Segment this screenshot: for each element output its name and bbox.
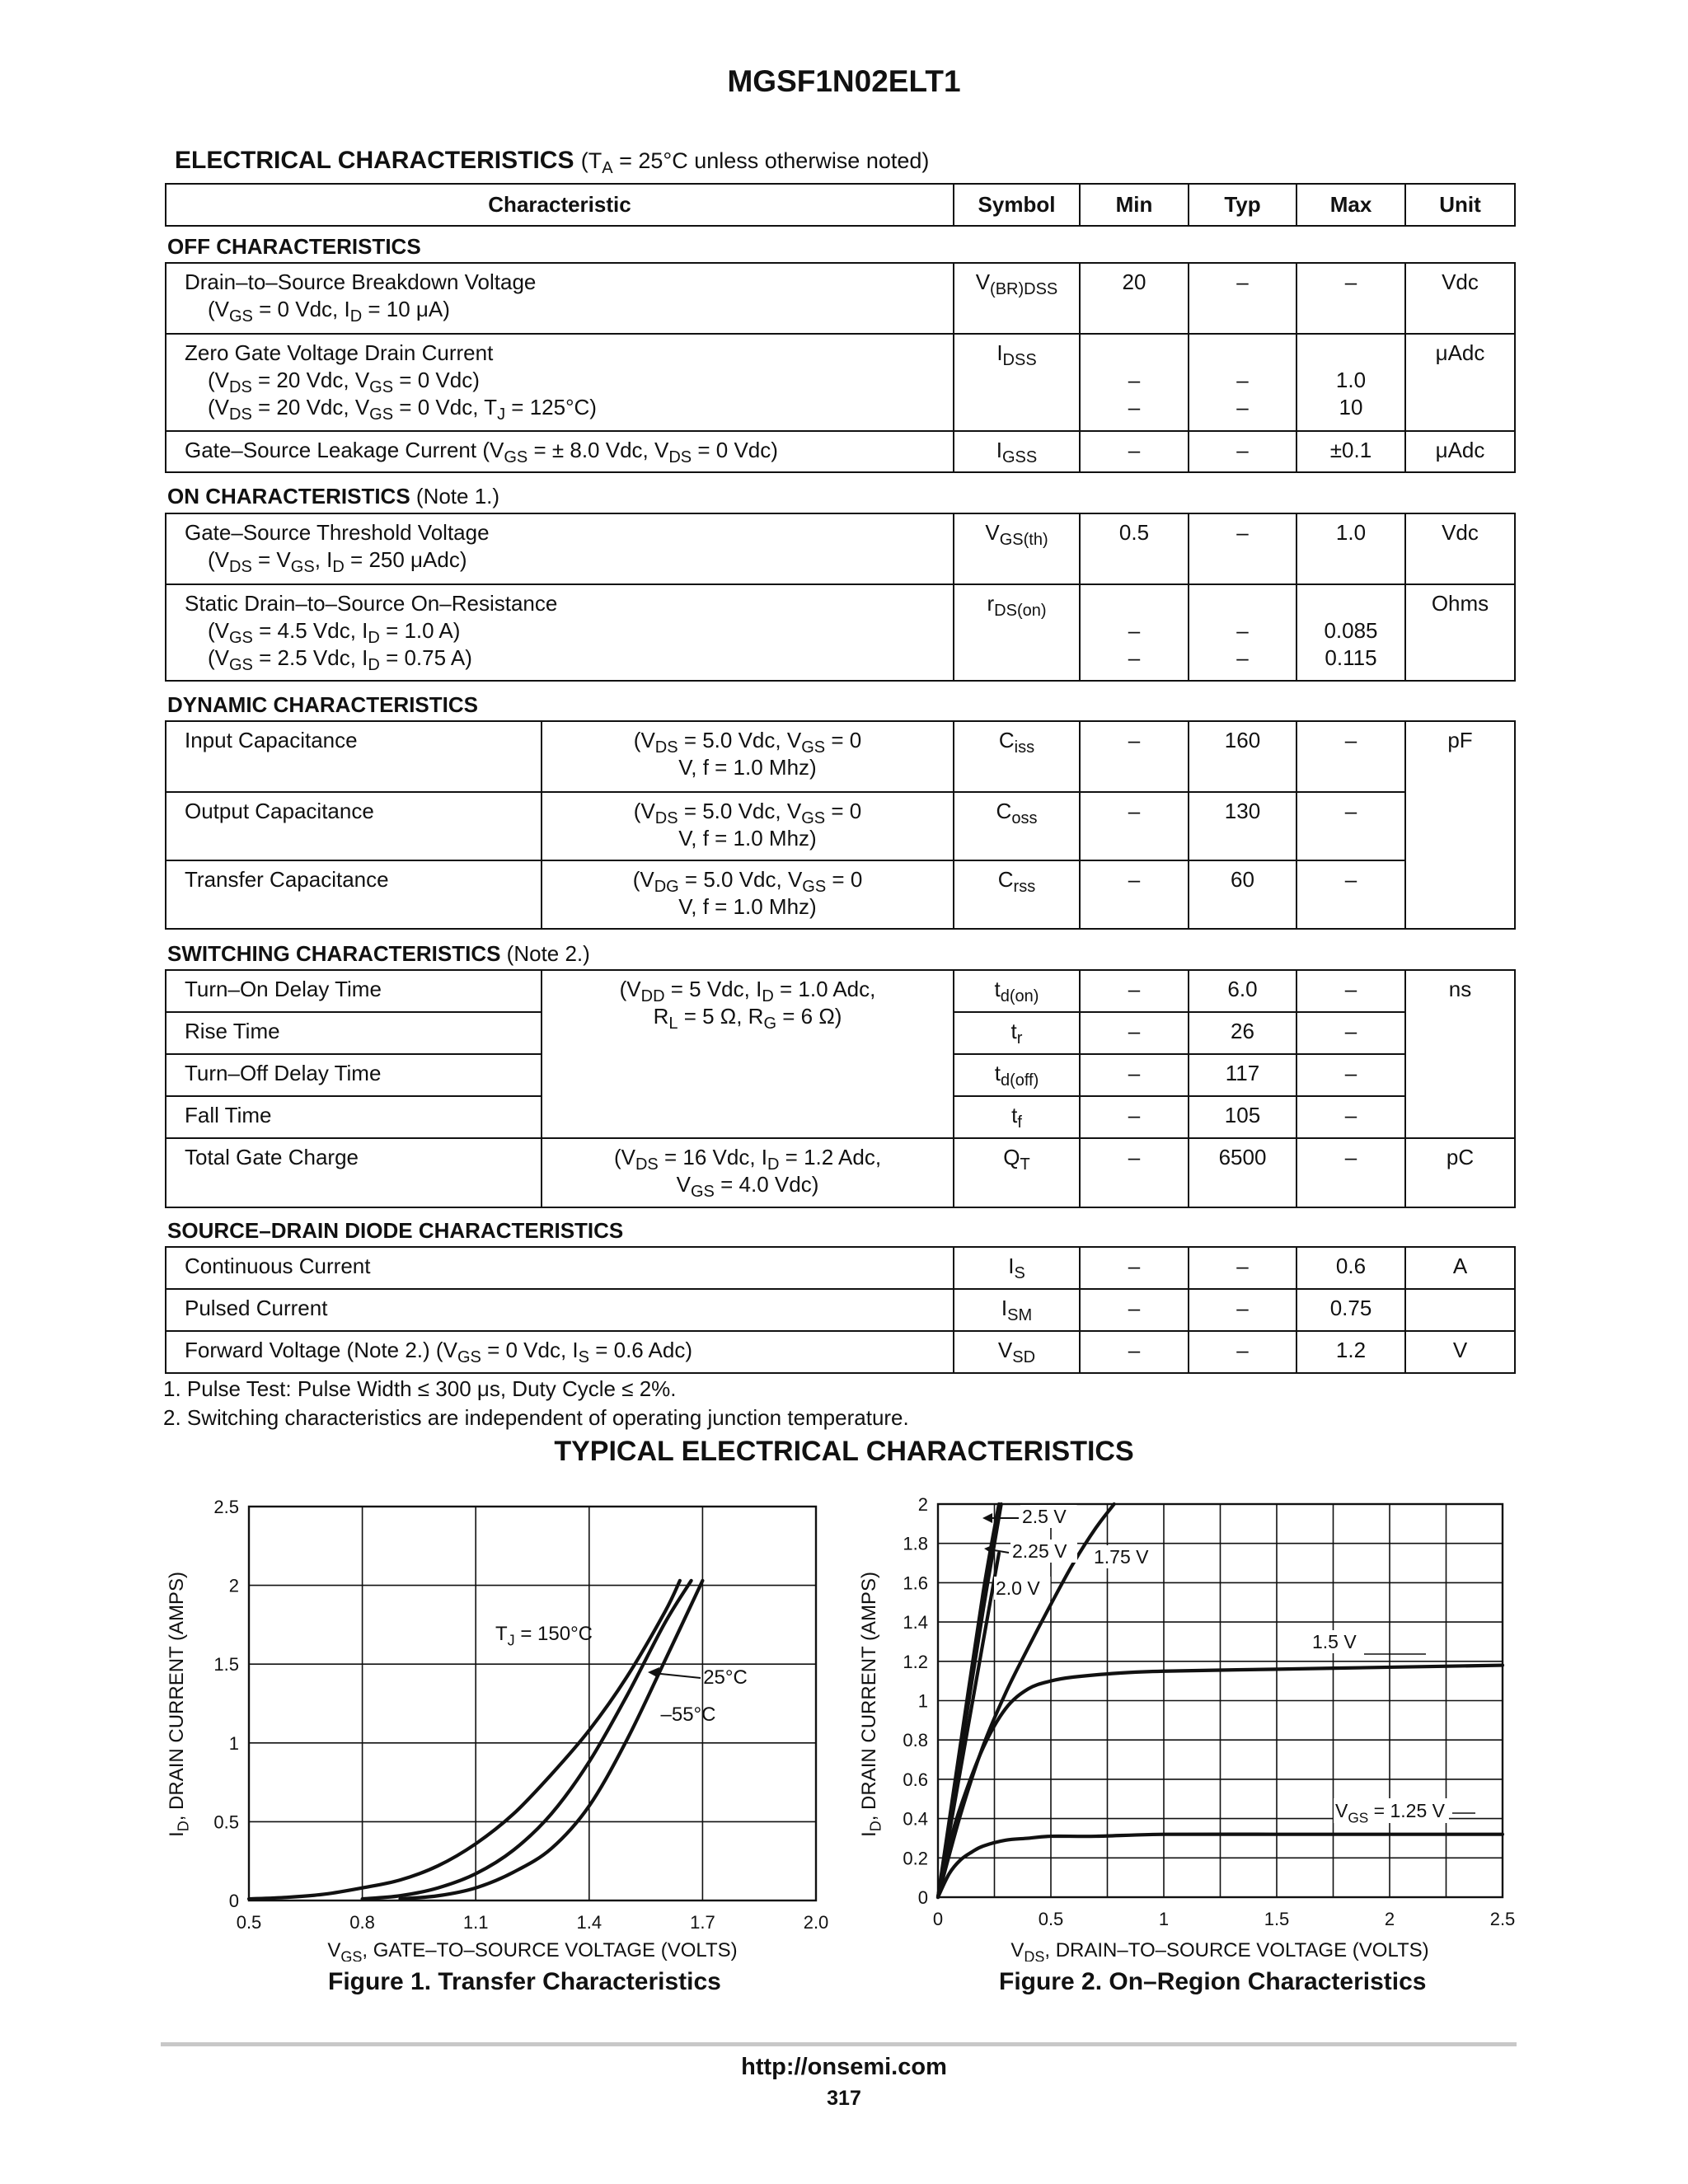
header-table (165, 183, 1516, 227)
table-row (166, 970, 1515, 1012)
unit-cell: ns (1405, 970, 1515, 1138)
characteristic-cell: Continuous Current (166, 1247, 954, 1289)
series-line (249, 1581, 680, 1899)
footer-divider (161, 2042, 1517, 2046)
figure-1-caption: Figure 1. Transfer Characteristics (328, 1968, 721, 1995)
series-label-150c: $T_J = 150^\circ C$ (495, 1623, 593, 1649)
symbol-cell: $I_S$ (954, 1247, 1080, 1289)
symbol-cell: $I_{SM}$ (954, 1289, 1080, 1331)
unit-cell: Ohms (1405, 584, 1515, 681)
table-row (166, 584, 1515, 681)
min-cell: – (1080, 1096, 1189, 1138)
max-cell: ±0.1 (1296, 431, 1405, 472)
min-cell: – (1080, 1054, 1189, 1096)
max-cell: 1.0 (1296, 513, 1405, 584)
characteristic-cell: Turn–On Delay Time (166, 970, 542, 1012)
min-cell: – (1080, 431, 1189, 472)
off-heading: OFF CHARACTERISTICS (167, 234, 421, 259)
x-tick-label: 0.8 (349, 1912, 375, 1933)
table-row (166, 860, 1515, 929)
col-unit: Unit (1405, 184, 1515, 226)
page-title: MGSF1N02ELT1 (727, 64, 961, 98)
characteristic-cell: Fall Time (166, 1096, 542, 1138)
condition-cell: ($V_{DS} = 5.0$ Vdc, $V_{GS} = 0$ V, f = 1.0 Mhz) (542, 792, 954, 860)
typ-cell: 26 (1189, 1012, 1296, 1054)
switching-heading: SWITCHING CHARACTERISTICS (Note 2.) (167, 941, 590, 966)
symbol-cell: $I_{GSS}$ (954, 431, 1080, 472)
y-axis-label: $I_D$, DRAIN CURRENT (AMPS) (166, 1572, 192, 1837)
condition-cell: ($V_{DG} = 5.0$ Vdc, $V_{GS} = 0$ V, f = 1.0 Mhz) (542, 860, 954, 929)
footnotes (163, 1375, 909, 1432)
table-row (166, 1289, 1515, 1331)
x-tick-label: 1.1 (462, 1912, 489, 1933)
table-row (166, 792, 1515, 860)
series-label-minus55c: –55°C (660, 1704, 716, 1726)
x-tick-label: 1.4 (576, 1912, 603, 1933)
table-row (166, 263, 1515, 334)
table-row (166, 513, 1515, 584)
x-axis-label: $V_{GS}$, GATE–TO–SOURCE VOLTAGE (VOLTS) (327, 1939, 738, 1961)
symbol-cell: $V_{SD}$ (954, 1331, 1080, 1373)
y-tick-label: 0 (917, 1887, 928, 1908)
on-table (165, 513, 1516, 682)
table-row (166, 1331, 1515, 1373)
y-tick-label: 1 (228, 1732, 239, 1754)
series-label-25c: 25°C (703, 1666, 748, 1689)
y-tick-label: 2.5 (213, 1497, 239, 1517)
symbol-cell: $V_{(BR)DSS}$ (954, 263, 1080, 334)
min-cell: – (1080, 1247, 1189, 1289)
min-cell: 0.5 (1080, 513, 1189, 584)
typ-cell: – (1189, 1289, 1296, 1331)
max-cell: 0.75 (1296, 1289, 1405, 1331)
min-cell: – (1080, 1289, 1189, 1331)
figure-1-transfer-chart (157, 1483, 857, 1961)
dynamic-heading: DYNAMIC CHARACTERISTICS (167, 692, 478, 717)
table-row (166, 1247, 1515, 1289)
max-cell: – (1296, 1138, 1405, 1207)
arrow-head (982, 1513, 992, 1523)
col-characteristic: Characteristic (166, 184, 954, 226)
typ-cell: 6.0 (1189, 970, 1296, 1012)
footnote-2: 2. Switching characteristics are independent of operating junction temperature. (163, 1405, 909, 1430)
x-tick-label: 2 (1384, 1909, 1395, 1929)
x-tick-label: 0.5 (236, 1912, 262, 1933)
y-tick-label: 1.8 (903, 1533, 928, 1554)
switching-table (165, 969, 1516, 1208)
max-cell: – (1296, 1012, 1405, 1054)
typ-cell: – (1189, 431, 1296, 472)
symbol-cell: $t_f$ (954, 1096, 1080, 1138)
x-axis-label: $V_{DS}$, DRAIN–TO–SOURCE VOLTAGE (VOLTS) (1010, 1939, 1429, 1961)
typ-cell: 6500 (1189, 1138, 1296, 1207)
unit-cell: μAdc (1405, 431, 1515, 472)
symbol-cell: $Q_T$ (954, 1138, 1080, 1207)
unit-cell: μAdc (1405, 334, 1515, 431)
footer-link[interactable]: http://onsemi.com (741, 2054, 947, 2080)
max-cell: – (1296, 1096, 1405, 1138)
max-cell: 0.6 (1296, 1247, 1405, 1289)
series-label-1-5v: 1.5 V (1312, 1631, 1357, 1652)
y-axis-label: $I_D$, DRAIN CURRENT (AMPS) (858, 1572, 884, 1837)
min-cell: – (1080, 721, 1189, 792)
symbol-cell: $I_{DSS}$ (954, 334, 1080, 431)
series-label-2-5v: 2.5 V (1022, 1506, 1067, 1527)
y-tick-label: 0 (228, 1891, 239, 1911)
max-cell: 0.085 0.115 (1296, 584, 1405, 681)
min-cell: – (1080, 970, 1189, 1012)
max-cell: – (1296, 1054, 1405, 1096)
y-tick-label: 1.2 (903, 1651, 928, 1672)
max-cell: – (1296, 970, 1405, 1012)
typical-characteristics-heading: TYPICAL ELECTRICAL CHARACTERISTICS (554, 1436, 1134, 1467)
x-tick-label: 0 (932, 1909, 944, 1929)
characteristic-cell: Transfer Capacitance (166, 860, 542, 929)
table-row (166, 431, 1515, 472)
y-tick-label: 0.2 (903, 1848, 928, 1869)
max-cell: 1.0 10 (1296, 334, 1405, 431)
min-cell: – (1080, 1331, 1189, 1373)
x-tick-label: 0.5 (1038, 1909, 1064, 1929)
on-heading: ON CHARACTERISTICS (Note 1.) (167, 484, 500, 509)
arrow-head (648, 1667, 659, 1678)
symbol-cell: $t_{d(off)}$ (954, 1054, 1080, 1096)
y-tick-label: 1 (917, 1690, 928, 1712)
min-cell: – (1080, 860, 1189, 929)
min-cell: – – (1080, 584, 1189, 681)
symbol-cell: $t_r$ (954, 1012, 1080, 1054)
unit-cell: pF (1405, 721, 1515, 929)
typ-cell: – – (1189, 334, 1296, 431)
col-max: Max (1296, 184, 1405, 226)
symbol-cell: $C_{iss}$ (954, 721, 1080, 792)
y-tick-label: 1.5 (213, 1654, 239, 1675)
symbol-cell: $V_{GS(th)}$ (954, 513, 1080, 584)
figure-2-on-region-chart (849, 1483, 1533, 1961)
unit-cell: Vdc (1405, 513, 1515, 584)
x-tick-label: 1.7 (690, 1912, 715, 1933)
x-tick-label: 2.5 (1489, 1909, 1516, 1929)
y-tick-label: 0.5 (213, 1811, 239, 1833)
typ-cell: – (1189, 263, 1296, 334)
table-row (166, 1138, 1515, 1207)
leader-line (653, 1673, 701, 1678)
characteristic-cell: Gate–Source Leakage Current ($V_{GS}$ = ± 8.0 Vdc, $V_{DS} = 0$ Vdc) (166, 431, 954, 472)
dynamic-table (165, 720, 1516, 930)
y-tick-label: 2 (917, 1494, 928, 1515)
characteristic-cell: Forward Voltage (Note 2.) ($V_{GS} = 0$ Vdc, $I_S = 0.6$ Adc) (166, 1331, 954, 1373)
y-tick-label: 0.4 (903, 1808, 928, 1830)
condition-cell: ($V_{DD} = 5$ Vdc, $I_D = 1.0$ Adc, $R_L = 5$ Ω, $R_G = 6$ Ω) (542, 970, 954, 1138)
col-min: Min (1080, 184, 1189, 226)
max-cell: 1.2 (1296, 1331, 1405, 1373)
min-cell: – – (1080, 334, 1189, 431)
characteristic-cell: Output Capacitance (166, 792, 542, 860)
off-table (165, 262, 1516, 473)
y-tick-label: 1.6 (903, 1572, 928, 1594)
symbol-cell: $C_{rss}$ (954, 860, 1080, 929)
typ-cell: 60 (1189, 860, 1296, 929)
diode-heading: SOURCE–DRAIN DIODE CHARACTERISTICS (167, 1218, 624, 1243)
characteristic-cell: Turn–Off Delay Time (166, 1054, 542, 1096)
min-cell: – (1080, 792, 1189, 860)
max-cell: – (1296, 721, 1405, 792)
condition-cell: ($V_{DS} = 5.0$ Vdc, $V_{GS} = 0$ V, f = 1.0 Mhz) (542, 721, 954, 792)
unit-cell (1405, 1289, 1515, 1331)
characteristic-cell: Drain–to–Source Breakdown Voltage ($V_{GS} = 0$ Vdc, $I_D = 10$ μA) (166, 263, 954, 334)
ec-heading-condition: ($T_A = 25^\circ C$ unless otherwise noted) (580, 148, 930, 177)
typ-cell: 105 (1189, 1096, 1296, 1138)
min-cell: – (1080, 1138, 1189, 1207)
series-label-1-75v: 1.75 V (1094, 1546, 1149, 1568)
unit-cell: Vdc (1405, 263, 1515, 334)
col-symbol: Symbol (954, 184, 1080, 226)
max-cell: – (1296, 263, 1405, 334)
series-label-1-25v: $V_{GS} = 1.25$ V (1335, 1800, 1445, 1826)
typ-cell: 117 (1189, 1054, 1296, 1096)
footnote-1: 1. Pulse Test: Pulse Width ≤ 300 μs, Duty Cycle ≤ 2%. (163, 1376, 677, 1401)
condition-cell: ($V_{DS} = 16$ Vdc, $I_D = 1.2$ Adc, $V_{GS} = 4.0$ Vdc) (542, 1138, 954, 1207)
typ-cell: – (1189, 513, 1296, 584)
characteristic-cell: Gate–Source Threshold Voltage ($V_{DS} = V_{GS}$, $I_D = 250$ μAdc) (166, 513, 954, 584)
diode-table (165, 1246, 1516, 1374)
y-tick-label: 1.4 (903, 1612, 928, 1633)
typ-cell: 160 (1189, 721, 1296, 792)
y-tick-label: 0.6 (903, 1769, 928, 1790)
table-row (166, 721, 1515, 792)
typ-cell: – – (1189, 584, 1296, 681)
characteristic-cell: Total Gate Charge (166, 1138, 542, 1207)
table-row (166, 334, 1515, 431)
max-cell: – (1296, 792, 1405, 860)
characteristic-cell: Pulsed Current (166, 1289, 954, 1331)
unit-cell: pC (1405, 1138, 1515, 1207)
y-tick-label: 0.8 (903, 1730, 928, 1751)
series-label-2-25v: 2.25 V (1012, 1540, 1067, 1562)
symbol-cell: $r_{DS(on)}$ (954, 584, 1080, 681)
typ-cell: – (1189, 1331, 1296, 1373)
typ-cell: – (1189, 1247, 1296, 1289)
unit-cell: V (1405, 1331, 1515, 1373)
unit-cell: A (1405, 1247, 1515, 1289)
ec-heading-text: ELECTRICAL CHARACTERISTICS (175, 147, 574, 174)
electrical-characteristics-heading (175, 147, 929, 175)
typ-cell: 130 (1189, 792, 1296, 860)
x-tick-label: 1.5 (1264, 1909, 1290, 1929)
characteristic-cell: Zero Gate Voltage Drain Current ($V_{DS} = 20$ Vdc, $V_{GS} = 0$ Vdc) ($V_{DS} = 20$ Vdc, $V_{GS} = 0$ Vdc, $T_J = 125^\circ C$) (166, 334, 954, 431)
col-typ: Typ (1189, 184, 1296, 226)
min-cell: – (1080, 1012, 1189, 1054)
y-tick-label: 2 (228, 1575, 239, 1596)
page-number: 317 (827, 2087, 861, 2110)
series-label-2-0v: 2.0 V (996, 1577, 1040, 1599)
characteristic-cell: Rise Time (166, 1012, 542, 1054)
plot-frame (249, 1507, 816, 1900)
figure-2-caption: Figure 2. On–Region Characteristics (999, 1968, 1427, 1995)
x-tick-label: 1 (1158, 1909, 1170, 1929)
symbol-cell: $t_{d(on)}$ (954, 970, 1080, 1012)
x-tick-label: 2.0 (803, 1912, 829, 1933)
max-cell: – (1296, 860, 1405, 929)
characteristic-cell: Static Drain–to–Source On–Resistance ($V_{GS} = 4.5$ Vdc, $I_D = 1.0$ A) ($V_{GS} = 2.5$ Vdc, $I_D = 0.75$ A) (166, 584, 954, 681)
characteristic-cell: Input Capacitance (166, 721, 542, 792)
symbol-cell: $C_{oss}$ (954, 792, 1080, 860)
min-cell: 20 (1080, 263, 1189, 334)
